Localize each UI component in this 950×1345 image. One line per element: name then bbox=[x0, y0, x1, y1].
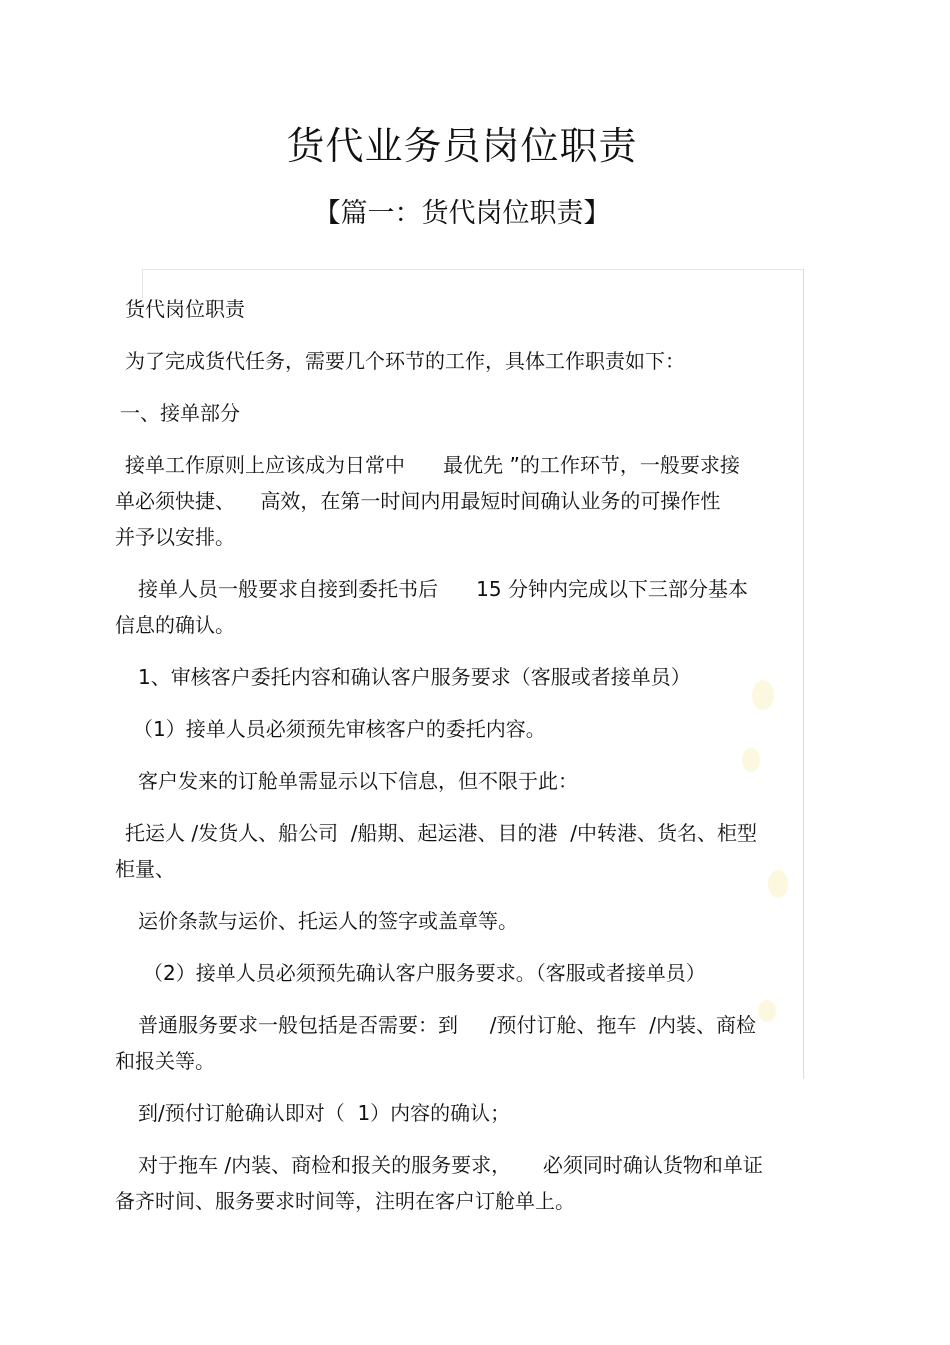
document-title: 货代业务员岗位职责 bbox=[286, 124, 638, 168]
paragraph-line: 柜量、 bbox=[115, 857, 175, 881]
paragraph-line: 和报关等。 bbox=[115, 1049, 215, 1073]
paragraph-line: 货代岗位职责 bbox=[125, 297, 245, 321]
paragraph-line: （1）接单人员必须预先审核客户的委托内容。 bbox=[133, 717, 546, 741]
section-heading: 一、接单部分 bbox=[120, 401, 240, 425]
paragraph-line: 客户发来的订舱单需显示以下信息，但不限于此： bbox=[138, 769, 578, 793]
paragraph-line: 单必须快捷、 高效，在第一时间内用最短时间确认业务的可操作性 bbox=[115, 489, 721, 513]
background-stain bbox=[752, 680, 774, 710]
paragraph-line: 接单工作原则上应该成为日常中 最优先 ”的工作环节，一般要求接 bbox=[125, 453, 740, 477]
paragraph-line: 接单人员一般要求自接到委托书后 15 分钟内完成以下三部分基本 bbox=[138, 577, 748, 601]
paragraph-line: 为了完成货代任务，需要几个环节的工作，具体工作职责如下： bbox=[125, 349, 685, 373]
paragraph-line: 普通服务要求一般包括是否需要：到 /预付订舱、拖车 /内装、商检 bbox=[138, 1013, 756, 1037]
paragraph-line: 托运人 /发货人、船公司 /船期、起运港、目的港 /中转港、货名、柜型 bbox=[125, 821, 758, 845]
paragraph-line: 到/预付订舱确认即对（ 1）内容的确认； bbox=[138, 1101, 511, 1125]
subsection-heading: 1、审核客户委托内容和确认客户服务要求（客服或者接单员） bbox=[138, 665, 691, 689]
background-stain bbox=[742, 748, 760, 772]
paragraph-line: （2）接单人员必须预先确认客户服务要求。（客服或者接单员） bbox=[143, 961, 706, 985]
paragraph-line: 运价条款与运价、托运人的签字或盖章等。 bbox=[138, 909, 518, 933]
background-stain bbox=[758, 1000, 776, 1022]
paragraph-line: 备齐时间、服务要求时间等，注明在客户订舱单上。 bbox=[115, 1189, 575, 1213]
frame-top-border bbox=[142, 269, 804, 270]
paragraph-line: 信息的确认。 bbox=[115, 613, 235, 637]
document-subtitle: 【篇一：货代岗位职责】 bbox=[313, 198, 611, 229]
frame-right-border bbox=[803, 269, 804, 1079]
background-stain bbox=[768, 870, 788, 898]
paragraph-line: 并予以安排。 bbox=[115, 525, 235, 549]
paragraph-line: 对于拖车 /内装、商检和报关的服务要求， 必须同时确认货物和单证 bbox=[138, 1153, 763, 1177]
